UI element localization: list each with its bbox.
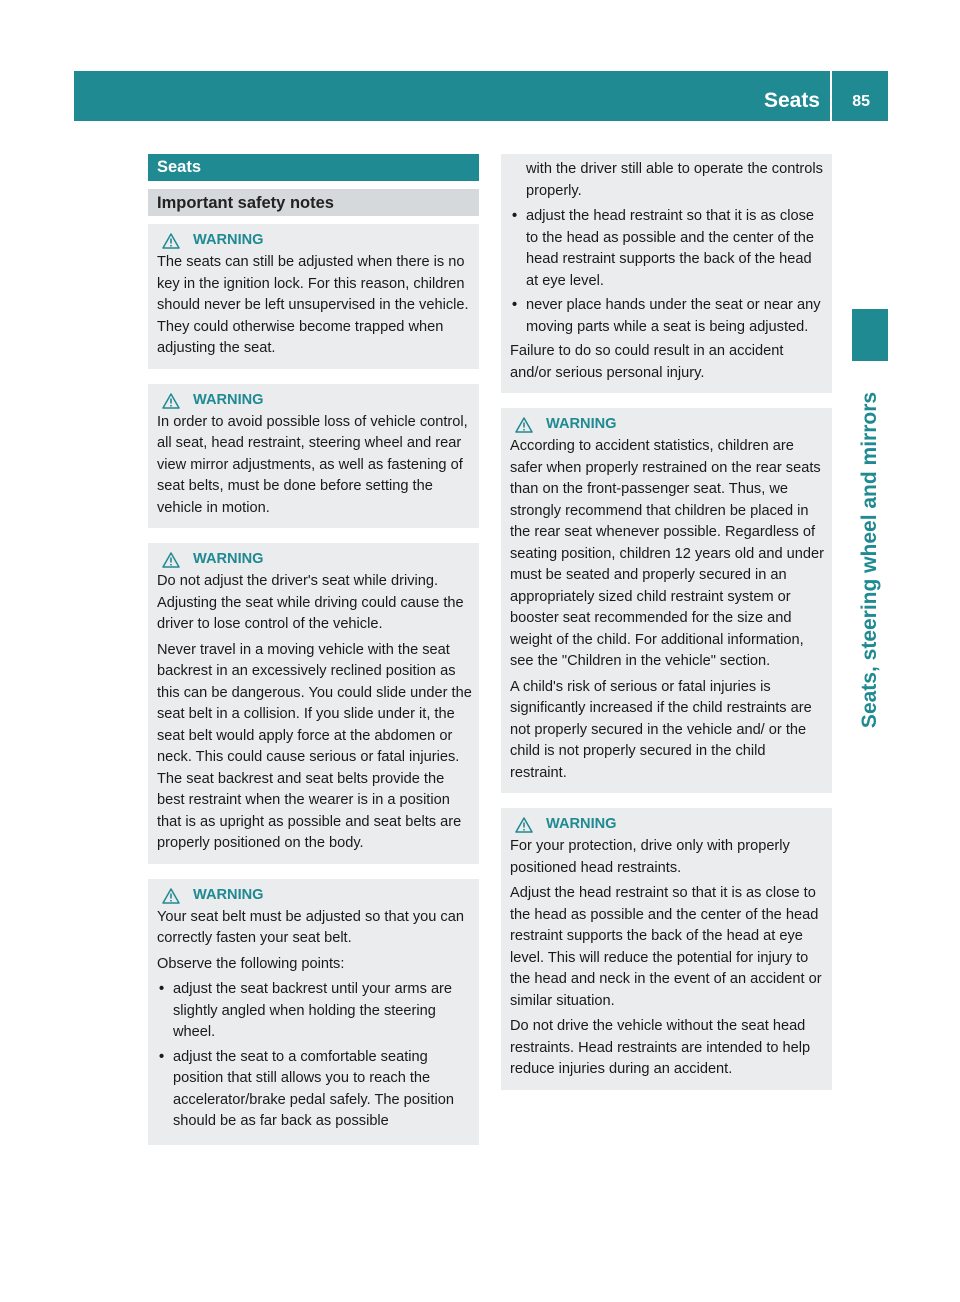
section-heading: Seats — [148, 154, 479, 181]
warning-box — [148, 224, 479, 369]
warning-label: WARNING — [193, 391, 264, 408]
warning-header — [510, 814, 826, 836]
left-column — [148, 154, 479, 1145]
chapter-side-title-text: Seats, steering wheel and mirrors — [858, 391, 881, 729]
warning-triangle-icon — [515, 817, 533, 833]
warning-header — [157, 549, 473, 571]
bullet-item: • adjust the head restraint so that it is as close to the head as possible and the center of the head restraint supports the back of the head at eye level. — [510, 206, 826, 292]
warning-box — [148, 879, 479, 1145]
bullet-item: • adjust the seat to a comfortable seating position that still allows you to reach the accelerator/brake pedal safely. The position should be as far back as possible — [157, 1047, 473, 1133]
subsection-heading: Important safety notes — [148, 189, 479, 216]
header-divider — [830, 71, 832, 121]
warning-label: WARNING — [546, 816, 617, 833]
warning-triangle-icon — [162, 393, 180, 409]
warning-text: Observe the following points: — [157, 955, 345, 972]
bullet-item: • adjust the seat backrest until your arms are slightly angled when holding the steering wheel. — [157, 979, 473, 1044]
page-header — [74, 71, 888, 121]
warning-label: WARNING — [546, 416, 617, 433]
warning-text: Never travel in a moving vehicle with the seat backrest in an excessively reclined position as this can be dangerous. You could slide under the seat belt in a collision. If you slide under it, the seat belt would apply force at the abdomen or neck. This could cause serious or fatal injuries. The seat backrest and seat belts provide the best restraint when the wearer is in a position that is as upright as possible and seat belts are properly positioned on the body. — [157, 641, 472, 851]
chapter-tab-marker — [852, 309, 888, 361]
bullet-item: • never place hands under the seat or near any moving parts while a seat is being adjusted. — [510, 295, 826, 338]
warning-text: For your protection, drive only with properly positioned head restraints. — [510, 838, 790, 876]
warning-box — [501, 408, 832, 793]
warning-box — [148, 384, 479, 529]
warning-text: Adjust the head restraint so that it is as close to the head as possible and the center of the head restraint supports the back of the head at eye level. This will reduce the potential for injury to the head and neck in the event of an accident or similar situation. — [510, 885, 822, 1009]
warning-header — [157, 230, 473, 252]
warning-text: Do not adjust the driver's seat while driving. Adjusting the seat while driving could cause the driver to lose control of the vehicle. — [157, 573, 464, 632]
page-number: 85 — [852, 93, 870, 110]
warning-header — [510, 414, 826, 436]
warning-triangle-icon — [162, 888, 180, 904]
continuation-text: with the driver still able to operate the controls properly. — [526, 161, 823, 199]
warning-header — [157, 390, 473, 412]
warning-box — [148, 543, 479, 864]
warning-triangle-icon — [162, 233, 180, 249]
warning-text: The seats can still be adjusted when there is no key in the ignition lock. For this reason, children should never be left unsupervised in the vehicle. They could otherwise become trapped when adjusting the seat. — [157, 254, 469, 356]
warning-text: In order to avoid possible loss of vehicle control, all seat, head restraint, steering wheel and rear view mirror adjustments, as well as fastening of seat belts, must be done before setting the vehicle in motion. — [157, 413, 468, 516]
warning-triangle-icon — [515, 417, 533, 433]
header-title: Seats — [763, 89, 820, 112]
warning-label: WARNING — [193, 551, 264, 568]
warning-text: According to accident statistics, children are safer when properly restrained on the rear seats than on the front-passenger seat. Thus, we strongly recommend that children be placed in the rear seat whenever possible. Regardless of seating position, children 12 years old and under must be seated and properly secured in an appropriately sized child restraint system or booster seat recommended for the size and weight of the child. For additional information, see the "Children in the vehicle" section. — [510, 438, 824, 669]
warning-header — [157, 885, 473, 907]
warning-box — [501, 808, 832, 1090]
warning-box-continued — [501, 154, 832, 393]
warning-text: A child's risk of serious or fatal injuries is significantly increased if the child restraints are not properly secured in the vehicle and/ or the child is not properly secured in the child restraint. — [510, 678, 812, 781]
right-column — [501, 154, 832, 1090]
warning-text: Do not drive the vehicle without the seat head restraints. Head restraints are intended to help reduce injuries during an accident. — [510, 1018, 811, 1077]
warning-triangle-icon — [162, 552, 180, 568]
warning-text: Failure to do so could result in an accident and/or serious personal injury. — [510, 343, 784, 381]
warning-label: WARNING — [193, 886, 264, 903]
warning-label: WARNING — [193, 232, 264, 249]
warning-text: Your seat belt must be adjusted so that you can correctly fasten your seat belt. — [157, 908, 464, 946]
